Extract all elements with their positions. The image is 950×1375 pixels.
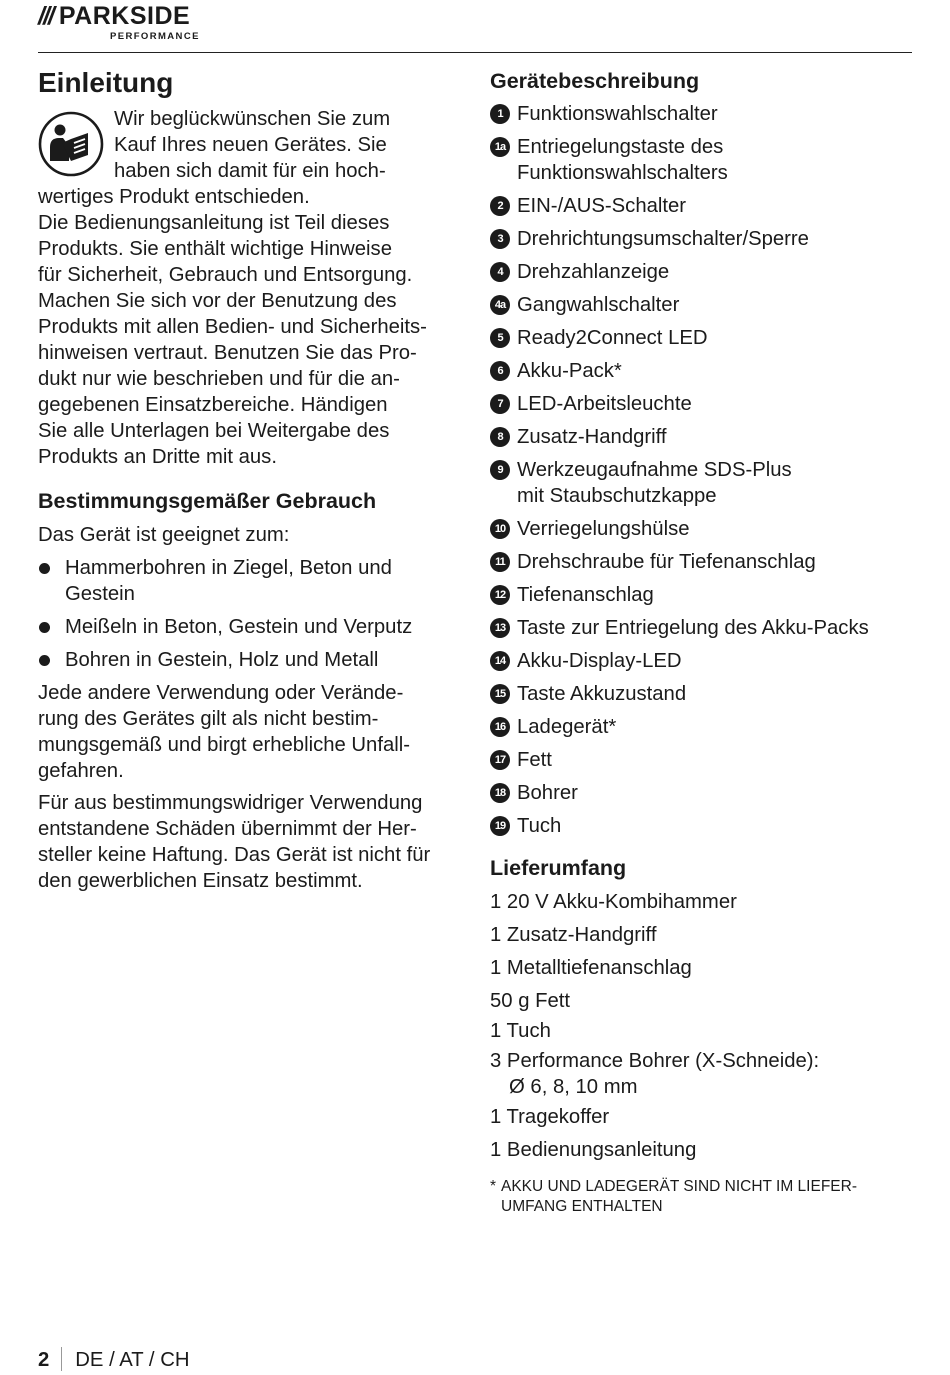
footnote	[490, 1177, 915, 1217]
part-item	[490, 582, 915, 608]
bullet-icon	[39, 655, 50, 666]
supply-item: 1 Tuch	[490, 1020, 551, 1042]
intro-line: Machen Sie sich vor der Benutzung des	[38, 290, 397, 312]
part-number-badge: 13	[490, 618, 510, 638]
supply-list	[490, 889, 915, 1163]
part-number-badge: 11	[490, 552, 510, 572]
intro-line: für Sicherheit, Gebrauch und Entsorgung.	[38, 264, 413, 286]
part-number-badge: 19	[490, 816, 510, 836]
part-number-badge: 5	[490, 328, 510, 348]
supply-item: 50 g Fett	[490, 990, 571, 1012]
part-label: Tiefenanschlag	[517, 584, 654, 606]
paragraph-line: den gewerblichen Einsatz bestimmt.	[38, 870, 363, 892]
part-number-badge: 1a	[490, 137, 510, 157]
parts-title: Gerätebeschreibung	[490, 69, 700, 93]
part-item	[490, 226, 915, 252]
list-item	[38, 647, 466, 673]
page-footer	[38, 1347, 189, 1373]
part-label: Ready2Connect LED	[517, 327, 708, 349]
supply-item: Ø 6, 8, 10 mm	[509, 1076, 638, 1098]
part-label: Ladegerät*	[517, 716, 617, 738]
part-label: Bohrer	[517, 782, 578, 804]
part-label: Verriegelungshülse	[517, 518, 690, 540]
intro-line: Produkts. Sie enthält wichtige Hinweise	[38, 238, 392, 260]
part-number-badge: 14	[490, 651, 510, 671]
paragraph-line: Für aus bestimmungswidriger Verwendung	[38, 792, 423, 814]
paragraph-line: entstandene Schäden übernimmt der Her-	[38, 818, 417, 840]
list-item-line: Hammerbohren in Ziegel, Beton und	[65, 557, 392, 579]
part-number-badge: 3	[490, 229, 510, 249]
part-label: EIN-/AUS-Schalter	[517, 195, 687, 217]
part-item	[490, 101, 915, 127]
part-label: Tuch	[517, 815, 562, 837]
use-title: Bestimmungsgemäßer Gebrauch	[38, 489, 377, 513]
part-item	[490, 780, 915, 806]
part-number-badge: 9	[490, 460, 510, 480]
footnote-line: UMFANG ENTHALTEN	[501, 1198, 663, 1215]
paragraph-line: Jede andere Verwendung oder Verände-	[38, 682, 404, 704]
bullet-icon	[39, 563, 50, 574]
part-item	[490, 516, 915, 542]
part-label: Entriegelungstaste des	[517, 136, 724, 158]
left-column	[38, 66, 466, 894]
intro-line: Produkts an Dritte mit aus.	[38, 446, 277, 468]
part-label: Taste zur Entriegelung des Akku-Packs	[517, 617, 869, 639]
supply-item: 3 Performance Bohrer (X-Schneide):	[490, 1050, 820, 1072]
part-item	[490, 747, 915, 773]
intro-line: haben sich damit für ein hoch-	[114, 160, 386, 182]
part-label: Drehzahlanzeige	[517, 261, 670, 283]
bullet-icon	[39, 622, 50, 633]
part-label: Werkzeugaufnahme SDS-Plus	[517, 459, 792, 481]
part-item	[490, 325, 915, 351]
intro-line: gegebenen Einsatzbereiche. Händigen	[38, 394, 388, 416]
part-number-badge: 8	[490, 427, 510, 447]
part-label: Akku-Display-LED	[517, 650, 682, 672]
intro-line: dukt nur wie beschrieben und für die an-	[38, 368, 400, 390]
list-item-line: Bohren in Gestein, Holz und Metall	[65, 649, 379, 671]
page-header	[38, 0, 912, 53]
part-item	[490, 134, 915, 186]
part-label: mit Staubschutzkappe	[517, 485, 717, 507]
part-item	[490, 615, 915, 641]
part-number-badge: 10	[490, 519, 510, 539]
supply-title: Lieferumfang	[490, 856, 627, 880]
paragraph-line: steller keine Haftung. Das Gerät ist nicht für	[38, 844, 431, 866]
intro-line: Die Bedienungsanleitung ist Teil dieses	[38, 212, 390, 234]
use-intro: Das Gerät ist geeignet zum:	[38, 524, 290, 546]
part-label: Fett	[517, 749, 552, 771]
part-label: Taste Akkuzustand	[517, 683, 687, 705]
footer-divider	[61, 1347, 62, 1371]
misuse-paragraph	[38, 680, 466, 784]
logo-sub-brand: PERFORMANCE	[110, 31, 200, 42]
part-number-badge: 16	[490, 717, 510, 737]
page-number: 2	[38, 1349, 50, 1371]
part-label: Gangwahlschalter	[517, 294, 680, 316]
part-number-badge: 7	[490, 394, 510, 414]
part-number-badge: 4a	[490, 295, 510, 315]
part-item	[490, 259, 915, 285]
paragraph-line: rung des Gerätes gilt als nicht bestim-	[38, 708, 379, 730]
brand-logo	[38, 2, 200, 42]
part-item	[490, 648, 915, 674]
read-manual-icon	[38, 111, 104, 177]
intro-line: hinweisen vertraut. Benutzen Sie das Pro-	[38, 342, 417, 364]
part-label: Drehschraube für Tiefenanschlag	[517, 551, 816, 573]
part-number-badge: 18	[490, 783, 510, 803]
locale-label: DE / AT / CH	[75, 1349, 190, 1371]
supply-item: 1 Tragekoffer	[490, 1106, 610, 1128]
parts-list	[490, 101, 915, 839]
part-item	[490, 391, 915, 417]
supply-item: 1 20 V Akku-Kombihammer	[490, 891, 737, 913]
footnote-line: AKKU UND LADEGERÄT SIND NICHT IM LIEFER-	[501, 1178, 857, 1195]
part-label: Drehrichtungsumschalter/Sperre	[517, 228, 809, 250]
paragraph-line: mungsgemäß und birgt erhebliche Unfall-	[38, 734, 411, 756]
right-column	[490, 66, 915, 1217]
part-number-badge: 1	[490, 104, 510, 124]
use-list	[38, 555, 466, 673]
part-number-badge: 15	[490, 684, 510, 704]
part-number-badge: 6	[490, 361, 510, 381]
part-item	[490, 457, 915, 509]
part-label: LED-Arbeitsleuchte	[517, 393, 692, 415]
logo-slashes: ///	[38, 2, 53, 30]
part-item	[490, 813, 915, 839]
part-number-badge: 17	[490, 750, 510, 770]
part-label: Funktionswahlschalters	[517, 162, 728, 184]
part-item	[490, 193, 915, 219]
list-item	[38, 614, 466, 640]
part-item	[490, 292, 915, 318]
part-number-badge: 4	[490, 262, 510, 282]
intro-line: Kauf Ihres neuen Gerätes. Sie	[114, 134, 387, 156]
intro-line: Wir beglückwünschen Sie zum	[114, 108, 391, 130]
intro-title: Einleitung	[38, 67, 174, 98]
logo-brand-name: PARKSIDE	[58, 2, 191, 30]
intro-text	[38, 106, 466, 470]
part-number-badge: 12	[490, 585, 510, 605]
intro-line: Produkts mit allen Bedien- und Sicherheits-	[38, 316, 427, 338]
part-item	[490, 714, 915, 740]
list-item-line: Gestein	[65, 583, 135, 605]
paragraph-line: gefahren.	[38, 760, 124, 782]
intro-line: Sie alle Unterlagen bei Weitergabe des	[38, 420, 390, 442]
list-item	[38, 555, 466, 607]
footnote-marker: *	[490, 1178, 497, 1195]
intro-line: wertiges Produkt entschieden.	[38, 186, 310, 208]
part-label: Zusatz-Handgriff	[517, 426, 667, 448]
supply-item: 1 Bedienungsanleitung	[490, 1139, 697, 1161]
list-item-line: Meißeln in Beton, Gestein und Verputz	[65, 616, 413, 638]
part-item	[490, 681, 915, 707]
part-item	[490, 549, 915, 575]
part-item	[490, 358, 915, 384]
part-label: Funktionswahlschalter	[517, 103, 718, 125]
part-label: Akku-Pack*	[517, 360, 622, 382]
supply-item: 1 Metalltiefenanschlag	[490, 957, 692, 979]
supply-item: 1 Zusatz-Handgriff	[490, 924, 657, 946]
liability-paragraph	[38, 790, 466, 894]
part-number-badge: 2	[490, 196, 510, 216]
part-item	[490, 424, 915, 450]
